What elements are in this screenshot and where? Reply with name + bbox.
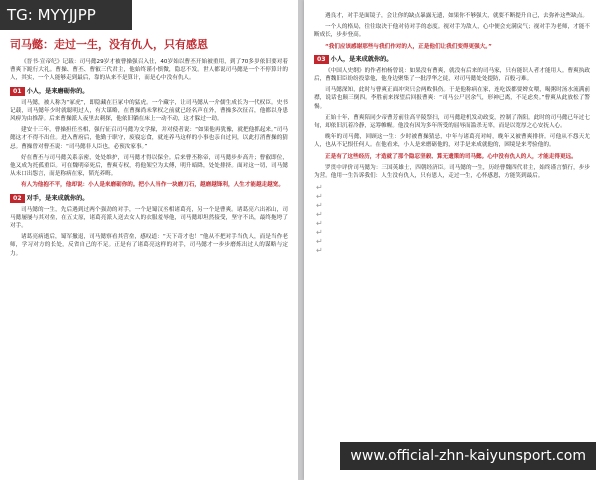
highlighted-paragraph: 正是有了这些经历，才造就了那个隐忍坚毅、算无遗策的司马懿。心中没有仇人的人，才能走得更远。 bbox=[325, 153, 577, 160]
telegram-watermark: TG: MYYJJPP bbox=[0, 0, 132, 30]
section-title: 小人，是来成就你的。 bbox=[330, 55, 393, 63]
return-mark-icon: ↵ bbox=[316, 191, 323, 201]
section-title: 小人，是来磨砺你的。 bbox=[26, 87, 89, 95]
left-page-content bbox=[10, 38, 288, 261]
return-mark-icon: ↵ bbox=[316, 227, 323, 237]
section-title: 对手，是来成就你的。 bbox=[26, 194, 89, 202]
body-paragraph: 《中国人史纲》的作者柏杨曾说：如果没有曹爽，就没有后来的司马家，只有能识人者才能用人。曹爽执政后，曹魏旧臣纷纷投靠他，他身边聚集了一批浮华之徒，对司马懿处处提防，百般刁难。 bbox=[314, 67, 590, 83]
body-paragraph: 一个人的格局，往往取决于他对待对手的态度。视对手为敌人，心中便会充满戾气；视对手为老师，才能不断成长，步步登高。 bbox=[314, 24, 590, 39]
right-page-content bbox=[314, 12, 590, 255]
empty-line bbox=[314, 246, 590, 255]
empty-line bbox=[314, 183, 590, 192]
body-paragraph: 司马懿的一生，先后遇到过两个强劲的对手，一个是蜀汉丞相诸葛亮，另一个是曹爽。诸葛亮六出祁山，司马懿屡屡与其对垒，在五丈原，诸葛亮派人送去女人的衣服羞辱他，司马懿却坦然接受，坚守不出，最终拖垮了对手。 bbox=[10, 206, 288, 230]
empty-line bbox=[314, 192, 590, 201]
website-url-banner[interactable]: www.official-zhn-kaiyunsport.com bbox=[340, 442, 596, 470]
highlighted-quote: “我们应该感谢那些与我们作对的人，正是他们让我们变得更强大。” bbox=[325, 43, 492, 50]
article-title: 司马懿：走过一生，没有仇人，只有感恩 bbox=[10, 38, 208, 51]
section-number-badge: 02 bbox=[10, 194, 25, 203]
body-paragraph: 正始十年，曹爽陪同少帝曹芳前往高平陵祭扫，司马懿趁机发动政变，控制了洛阳。此时的司马懿已年过七旬，却依旧沉着冷静，运筹帷幄。他没有因为多年所受的屈辱而滥杀无辜，而是以宽厚之心安抚人心。 bbox=[314, 114, 590, 130]
empty-line bbox=[314, 219, 590, 228]
section-heading-3 bbox=[314, 55, 590, 64]
return-mark-icon: ↵ bbox=[316, 200, 323, 210]
section-number-badge: 03 bbox=[314, 55, 329, 64]
left-document-page bbox=[0, 0, 298, 480]
body-paragraph: 司马懿，被人称为“冢虎”，即隐藏在巨冢中的猛虎。一个藏字，让司马懿从一介儒生成长为一代权臣。史书记载，司马懿年少时就聪明过人，有大谋略，在曹操尚未掌权之前就已经名声在外，曹操多次征召，他都以身患风痹为由推辞。后来曹操派人夜里去刺探，他依旧躺在床上一动不动，这才躲过一劫。 bbox=[10, 99, 288, 123]
return-mark-icon: ↵ bbox=[316, 209, 323, 219]
body-paragraph: 建安十三年，曹操担任丞相，强行征召司马懿为文学掾，并对使者说：“如果他再犹豫，就把他抓起来。”司马懿这才不得不出仕。进入曹府后，他勤于职守，废寝忘食，就连养马这样的小事也亲自过问，以此打消曹操的猜忌。曹操曾对曹丕说：“司马懿非人臣也，必预汝家事。” bbox=[10, 127, 288, 150]
highlighted-paragraph: 有人为他抱不平，他却说：小人是来磨砺你的。把小人当作一块磨刀石，越磨越锋利，人生才能越走越宽。 bbox=[21, 182, 284, 189]
return-mark-icon: ↵ bbox=[316, 245, 323, 255]
empty-line bbox=[314, 201, 590, 210]
body-paragraph: 遇良才，对手是面镜子，会让你的缺点暴露无遗，如果你不够强大，就要不断提升自己，去弥补这些缺点。 bbox=[325, 13, 588, 19]
return-mark-icon: ↵ bbox=[316, 236, 323, 246]
section-heading-1 bbox=[10, 87, 288, 96]
body-paragraph: 好在曹丕与司马懿关系亲密，处处维护，司马懿才得以保全。后来曹丕称帝，司马懿步步高升；曹叡即位，他又成为托孤重臣。可在魏明帝死后，曹爽专权，将他架空为太傅，明升暗降，处处排挤。面对这一切，司马懿从未口出怨言，而是称病在家，韬光养晦。 bbox=[10, 154, 288, 178]
empty-line bbox=[314, 210, 590, 219]
empty-line bbox=[314, 228, 590, 237]
right-document-page bbox=[304, 0, 600, 480]
body-paragraph: 晚年的司马懿，回顾这一生：少时被曹操猜忌，中年与诸葛亮对峙，晚年又被曹爽排挤。可他从不怨天尤人，也从不记恨任何人。在他看来，小人是来磨砺他的，对手是来成就他的，困境是来考验他的。 bbox=[314, 134, 590, 149]
empty-line bbox=[314, 237, 590, 246]
return-mark-icon: ↵ bbox=[316, 218, 323, 228]
section-heading-2 bbox=[10, 194, 288, 203]
closing-paragraph: 罗贯中评价司马懿为：三国英雄士，四朝经济臣。司马懿的一生，历经曹魏四代君主，始终谨言慎行，步步为营。他用一生告诉我们：人生没有仇人，只有恩人，走过一生，心怀感恩，方能笑到最后。 bbox=[314, 164, 590, 180]
return-mark-icon: ↵ bbox=[316, 182, 323, 192]
section-number-badge: 01 bbox=[10, 87, 25, 96]
intro-paragraph: 《晋书·宣帝纪》记载：司马懿29岁才被曹操强召入仕，40岁始以曹丕开始被重用，到了70多岁依旧要对着曹爽下跪行大礼。曹操、曹丕、曹叡三代君主，他始终谨小慎微，隐忍不发。世人都说司马懿是一个不停算计的人，其实，一个人能够走到最后，靠的从来不是算计，而是心中没有仇人。 bbox=[10, 59, 288, 82]
body-paragraph: 诸葛亮病逝后，蜀军撤退，司马懿察看其营垒，感叹道：“天下奇才也！”他从不把对手当仇人，而是当作老师，学习对方的长处，反省自己的不足。正是有了诸葛亮这样的对手，司马懿才一步步磨炼出过人的谋略与定力。 bbox=[10, 234, 288, 257]
body-paragraph: 司马懿深知，此时与曹爽正面冲突只会两败俱伤。于是他称病在家，连吃饭都要婢女喂，喝粥时汤水流满前襟，说话也颠三倒四。李胜前来探望后回报曹爽：“司马公尸居余气，形神已离，不足虑矣。”曹爽从此放松了警惕。 bbox=[314, 87, 590, 110]
